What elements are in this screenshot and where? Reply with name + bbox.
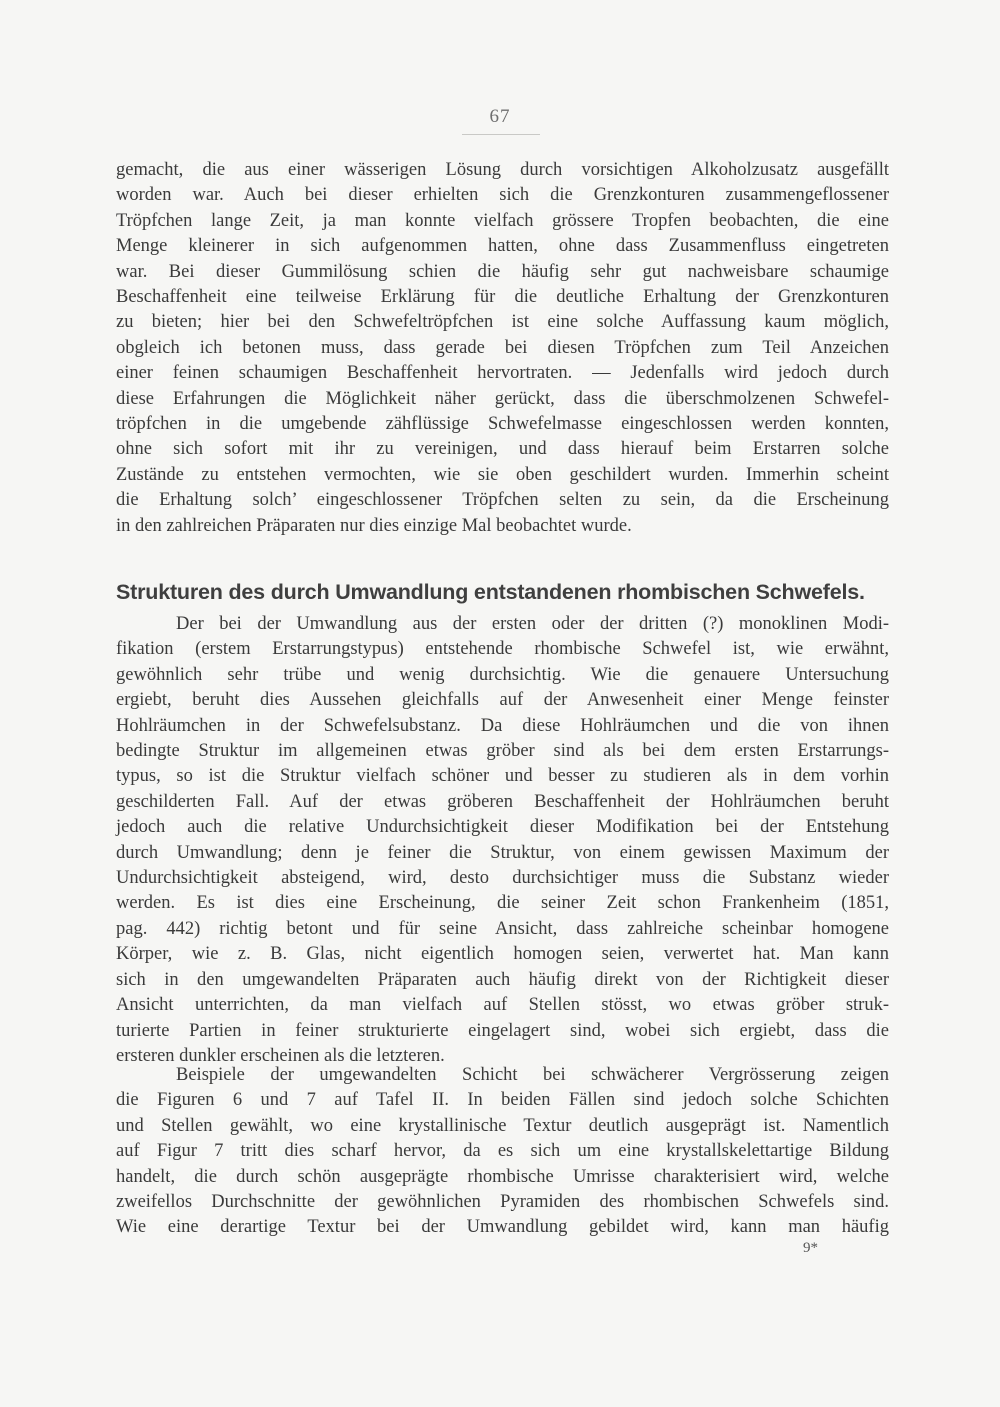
text-line: worden war. Auch bei dieser erhielten sich die Grenzkonturen zusammengeflossener (116, 185, 889, 206)
text-line: in den zahlreichen Präparaten nur dies einzige Mal beobachtet wurde. (116, 515, 632, 536)
paragraph-3 (116, 1063, 889, 1241)
text-line: werden. Es ist dies eine Erscheinung, die seiner Zeit schon Frankenheim (1851, (116, 893, 889, 914)
text-line: obgleich ich betonen muss, dass gerade bei diesen Tröpfchen zum Teil Anzeichen (116, 337, 889, 358)
text-line: Beschaffenheit eine teilweise Erklärung für die deutliche Erhaltung der Grenzkonturen (116, 287, 889, 308)
text-line: gemacht, die aus einer wässerigen Lösung durch vorsichtigen Alkoholzusatz ausgefällt (116, 160, 889, 180)
text-line: war. Bei dieser Gummilösung schien die häufig sehr gut nachweisbare schaumige (116, 261, 889, 282)
paragraph-2 (116, 612, 889, 1069)
text-line: durch Umwandlung; denn je feiner die Struktur, von einem gewissen Maximum der (116, 842, 889, 863)
text-line: zu bieten; hier bei den Schwefeltröpfchen ist eine solche Auffassung kaum möglich, (116, 312, 889, 333)
text-line: geschilderten Fall. Auf der etwas gröberen Beschaffenheit der Hohlräumchen beruht (116, 791, 889, 812)
text-line: Wie eine derartige Textur bei der Umwandlung gebildet wird, kann man häufig (116, 1217, 889, 1238)
text-line: Körper, wie z. B. Glas, nicht eigentlich homogen seien, verwertet hat. Man kann (116, 944, 889, 965)
text-line: einer feinen schaumigen Beschaffenheit hervortraten. — Jedenfalls wird jedoch durch (116, 363, 889, 384)
text-line: turierte Partien in feiner strukturierte eingelagert sind, wobei sich ergiebt, dass die (116, 1020, 889, 1041)
text-line: pag. 442) richtig betont und für seine Ansicht, dass zahlreiche scheinbar homogene (116, 918, 889, 939)
text-line: auf Figur 7 tritt dies scharf hervor, da es sich um eine krystallskelettartige Bildung (116, 1141, 889, 1162)
text-line: ergiebt, beruht dies Aussehen gleichfalls auf der Anwesenheit einer Menge feinster (116, 690, 889, 711)
header-rule (462, 134, 540, 135)
text-line: Der bei der Umwandlung aus der ersten oder der dritten (?) monoklinen Modi- (176, 614, 889, 634)
page-number: 67 (489, 106, 511, 127)
text-line: gewöhnlich sehr trübe und wenig durchsichtig. Wie die genauere Untersuchung (116, 664, 889, 685)
text-line: typus, so ist die Struktur vielfach schöner und besser zu studieren als in dem vorhin (116, 766, 889, 787)
signature-mark: 9* (803, 1240, 818, 1256)
text-line: Zustände zu entstehen vermochten, wie sie oben geschildert wurden. Immerhin scheint (116, 464, 889, 485)
text-line: Menge kleinerer in sich aufgenommen hatten, ohne dass Zusammenfluss eingetreten (116, 236, 889, 257)
text-line: die Figuren 6 und 7 auf Tafel II. In beiden Fällen sind jedoch solche Schichten (116, 1090, 889, 1111)
text-line: zweifellos Durchschnitte der gewöhnlichen Pyramiden des rhombischen Schwefels sind. (116, 1192, 889, 1213)
text-line: Undurchsichtigkeit absteigend, wird, desto durchsichtiger muss die Substanz wieder (116, 868, 889, 889)
text-line: diese Erfahrungen die Möglichkeit näher gerückt, dass die überschmolzenen Schwefel- (116, 388, 889, 409)
text-line: sich in den umgewandelten Präparaten auch häufig direkt von der Richtigkeit dieser (116, 969, 889, 990)
text-line: ohne sich sofort mit ihr zu vereinigen, und dass hierauf beim Erstarren solche (116, 439, 889, 460)
text-line: bedingte Struktur im allgemeinen etwas gröber sind als bei dem ersten Erstarrungs- (116, 741, 889, 762)
text-line: Beispiele der umgewandelten Schicht bei schwächerer Vergrösserung zeigen (176, 1065, 889, 1085)
text-line: die Erhaltung solch’ eingeschlossener Tröpfchen selten zu sein, da die Erscheinung (116, 490, 889, 511)
paragraph-1 (116, 158, 889, 539)
text-line: handelt, die durch schön ausgeprägte rhombische Umrisse charakterisiert wird, welche (116, 1166, 889, 1187)
text-line: Tröpfchen lange Zeit, ja man konnte vielfach grössere Tropfen beobachten, die eine (116, 210, 889, 231)
section-heading: Strukturen des durch Umwandlung entstandenen rhombischen Schwefels. (116, 580, 865, 604)
text-line: ersteren dunkler erscheinen als die letzteren. (116, 1045, 445, 1066)
text-line: Ansicht unterrichten, da man vielfach auf Stellen stösst, wo etwas gröber struk- (116, 995, 889, 1016)
text-line: Hohlräumchen in der Schwefelsubstanz. Da diese Hohlräumchen und die von ihnen (116, 715, 889, 736)
text-line: und Stellen gewählt, wo eine krystallinische Textur deutlich ausgeprägt ist. Namentlich (116, 1115, 889, 1136)
text-line: fikation (erstem Erstarrungstypus) entstehende rhombische Schwefel ist, wie erwähnt, (116, 639, 889, 660)
text-line: tröpfchen in die umgebende zähflüssige Schwefelmasse eingeschlossen werden konnten, (116, 414, 889, 435)
text-line: jedoch auch die relative Undurchsichtigkeit dieser Modifikation bei der Entstehung (116, 817, 889, 838)
